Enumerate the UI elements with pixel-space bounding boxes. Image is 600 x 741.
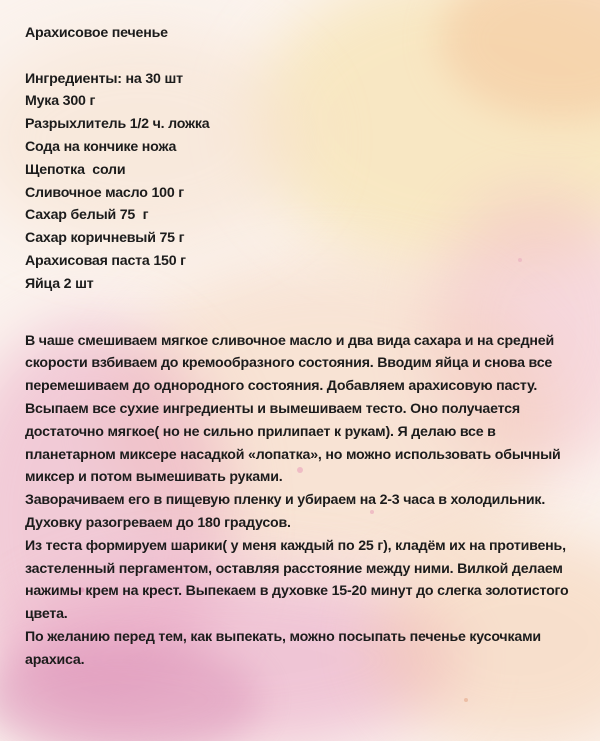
ingredient-line: Сливочное масло 100 г [25, 184, 184, 201]
recipe-card [25, 22, 585, 672]
recipe-title: Арахисовое печенье [25, 25, 168, 41]
ingredient-line: Щепотка соли [25, 161, 126, 178]
ingredient-line: Мука 300 г [25, 93, 96, 110]
instruction-paragraph: В чаше смешиваем мягкое сливочное масло и два вида сахара и на средней скорости взбиваем до кремообразного состояния. Вводим яйца и снова все перемешиваем до однородного состояния. Добавляем арахисовую пасту. [25, 332, 555, 395]
ingredient-line: Разрыхлитель 1/2 ч. ложка [25, 116, 210, 133]
instruction-paragraph: Заворачиваем его в пищевую пленку и убираем на 2-3 часа в холодильник. [25, 492, 546, 509]
ingredient-line: Арахисовая паста 150 г [25, 252, 186, 269]
ingredient-line: Сахар белый 75 г [25, 207, 149, 224]
ingredient-line: Сода на кончике ножа [25, 138, 177, 155]
ingredient-line: Сахар коричневый 75 г [25, 230, 185, 247]
ingredient-line: Ингредиенты: на 30 шт [25, 70, 183, 87]
section-spacer [25, 296, 585, 330]
ingredients-list [25, 68, 585, 296]
instructions [25, 330, 585, 672]
ingredient-line: Яйца 2 шт [25, 275, 94, 292]
instruction-paragraph: Всыпаем все сухие ингредиенты и вымешиваем тесто. Оно получается достаточно мягкое( но не сильно прилипает к рукам). Я делаю все в планетарном миксере насадкой «лопатка», но можно использовать обычный миксер и потом вымешивать руками. [25, 400, 561, 486]
instruction-paragraph: По желанию перед тем, как выпекать, можно посыпать печенье кусочками арахиса. [25, 628, 541, 668]
instruction-paragraph: Из теста формируем шарики( у меня каждый по 25 г), кладём их на противень, застеленный пергаментом, оставляя расстояние между ними. Вилкой делаем нажимы крем на крест. Выпекаем в духовке 15-20 минут до слегка золотистого цвета. [25, 537, 569, 623]
instruction-paragraph: Духовку разогреваем до 180 градусов. [25, 514, 291, 531]
